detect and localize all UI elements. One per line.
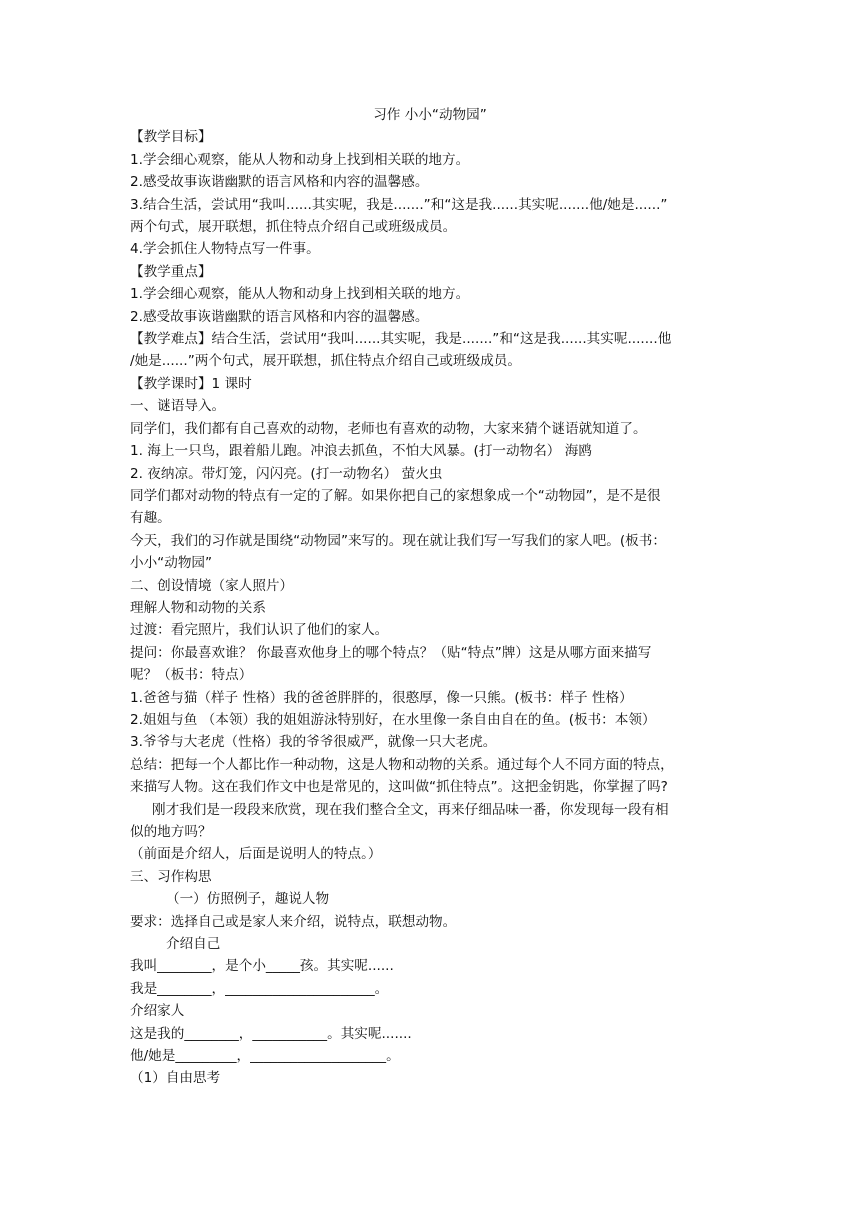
- part-heading: 二、创设情境（家人照片）: [130, 577, 294, 594]
- sub-heading: （一）仿照例子，趣说人物: [166, 891, 330, 908]
- section-heading: 【教学重点】: [130, 263, 212, 280]
- document-page: [130, 104, 730, 1090]
- paragraph-line: 总结：把每一个人都比作一种动物，这是人物和动物的关系。通过每个人不同方面的特点，: [130, 756, 674, 773]
- paragraph-line: 同学们，我们都有自己喜欢的动物，老师也有喜欢的动物，大家来猜个谜语就知道了。: [130, 420, 647, 437]
- paragraph-line: （前面是介绍人，后面是说明人的特点。）: [130, 846, 382, 863]
- keypoint-item: 1.学会细心观察，能从人物和动身上找到相关联的地方。: [130, 286, 470, 303]
- riddle-item: 2. 夜纳凉。带灯笼，闪闪亮。(打一动物名） 萤火虫: [130, 465, 443, 482]
- part-heading: 一、谜语导入。: [130, 398, 226, 415]
- document-title: 习作 小小“动物园”: [373, 107, 487, 123]
- paragraph-line: 似的地方吗？: [130, 824, 212, 840]
- class-hours: 【教学课时】1 课时: [130, 375, 252, 392]
- sub-heading: 介绍家人: [130, 1003, 185, 1020]
- paragraph-line: 有趣。: [130, 510, 171, 527]
- sub-heading: 介绍自己: [166, 936, 221, 953]
- objective-item: 4.学会抓住人物特点写一件事。: [130, 241, 320, 258]
- part-heading: 三、习作构思: [130, 868, 212, 885]
- objective-item: 1.学会细心观察，能从人物和动身上找到相关联的地方。: [130, 151, 470, 168]
- paragraph-line: 呢？（板书：特点）: [130, 667, 253, 684]
- paragraph-line: 理解人物和动物的关系: [130, 599, 266, 616]
- paragraph-line: 刚才我们是一段段来欣赏，现在我们整合全文，再来仔细品味一番，你发现每一段有相: [152, 801, 669, 818]
- paragraph-line: 提问：你最喜欢谁？ 你最喜欢他身上的哪个特点？（贴“特点”牌）这是从哪方面来描写: [130, 644, 652, 661]
- example-item: 3.爷爷与大老虎（性格）我的爷爷很威严，就像一只大老虎。: [130, 734, 497, 751]
- paragraph-line: 要求：选择自己或是家人来介绍，说特点，联想动物。: [130, 913, 457, 930]
- example-item: 1.爸爸与猫（样子 性格）我的爸爸胖胖的，很憨厚，像一只熊。(板书：样子 性格）: [130, 689, 633, 706]
- step-item: （1）自由思考: [130, 1070, 221, 1087]
- fill-in-line: 他/她是_________，____________________。: [130, 1048, 400, 1065]
- fill-in-line: 这是我的________，___________。其实呢.......: [130, 1025, 412, 1042]
- paragraph-line: 同学们都对动物的特点有一定的了解。如果你把自己的家想象成一个“动物园”，是不是很: [130, 487, 661, 504]
- objective-item-cont: 两个句式，展开联想，抓住特点介绍自己或班级成员。: [130, 219, 457, 236]
- fill-in-line: 我叫________，是个小_____孩。其实呢......: [130, 958, 394, 975]
- paragraph-line: 今天，我们的习作就是围绕“动物园”来写的。现在就让我们写一写我们的家人吧。(板书：: [130, 532, 666, 549]
- objective-item: 3.结合生活，尝试用“我叫......其实呢，我是.......”和“这是我......其实呢.......他/她是......”: [130, 196, 668, 213]
- objective-item: 2.感受故事诙谐幽默的语言风格和内容的温馨感。: [130, 174, 429, 191]
- difficulty-line: 【教学难点】结合生活，尝试用“我叫......其实呢，我是.......”和“这是我......其实呢.......他: [130, 331, 672, 348]
- paragraph-line: 小小“动物园”: [130, 555, 213, 572]
- fill-in-line: 我是________，______________________。: [130, 980, 389, 997]
- keypoint-item: 2.感受故事诙谐幽默的语言风格和内容的温馨感。: [130, 308, 429, 325]
- riddle-item: 1. 海上一只鸟，跟着船儿跑。冲浪去抓鱼，不怕大风暴。(打一动物名） 海鸥: [130, 443, 592, 460]
- section-heading: 【教学目标】: [130, 129, 212, 146]
- paragraph-line: 过渡：看完照片，我们认识了他们的家人。: [130, 622, 389, 639]
- example-item: 2.姐姐与鱼 （本领）我的姐姐游泳特别好，在水里像一条自由自在的鱼。(板书：本领）: [130, 711, 656, 728]
- difficulty-line-cont: /她是......”两个句式，展开联想，抓住特点介绍自己或班级成员。: [130, 353, 521, 370]
- paragraph-line: 来描写人物。这在我们作文中也是常见的，这叫做“抓住特点”。这把金钥匙，你掌握了吗?: [130, 779, 668, 796]
